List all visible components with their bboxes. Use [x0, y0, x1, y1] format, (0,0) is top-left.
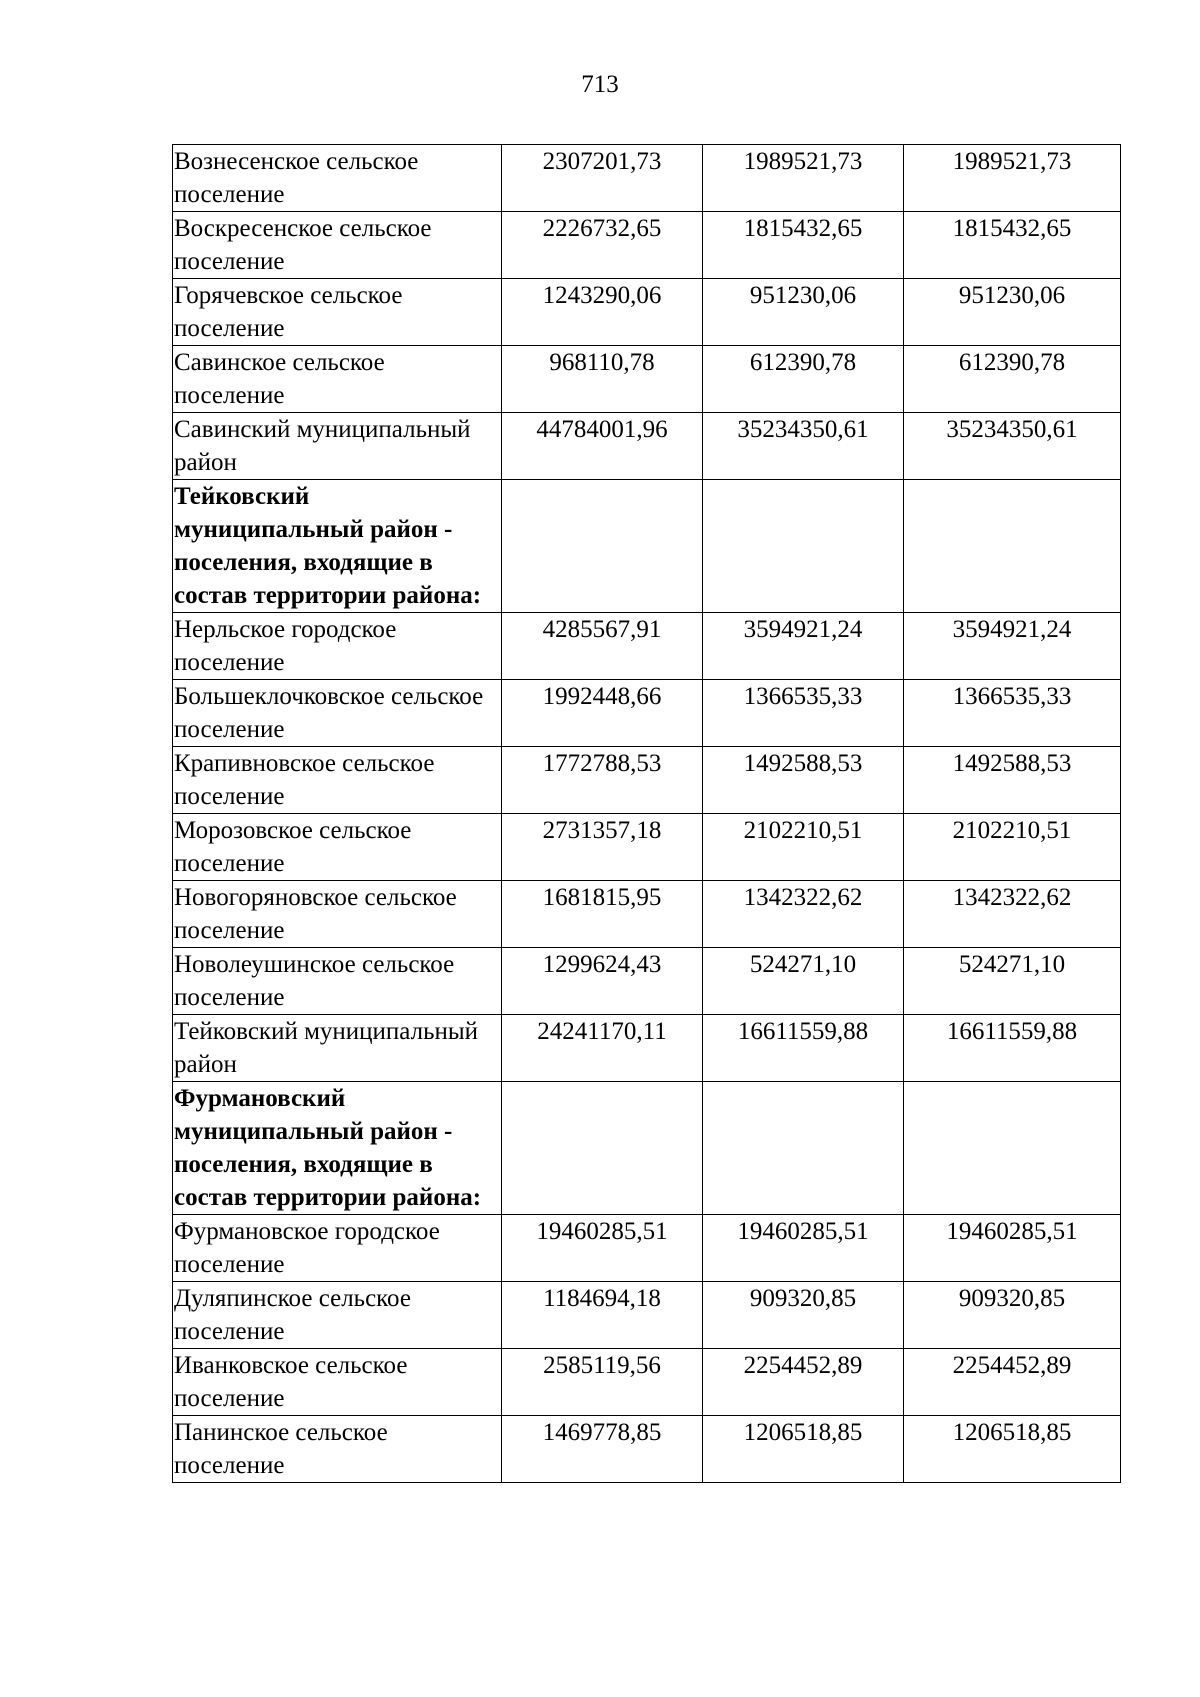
value-cell-3: 1342322,62	[904, 881, 1121, 948]
municipality-name-cell: Нерльское городское поселение	[173, 613, 502, 680]
municipality-name-cell: Новогоряновское сельское поселение	[173, 881, 502, 948]
value-cell-2: 2254452,89	[703, 1349, 904, 1416]
value-cell-3: 1206518,85	[904, 1416, 1121, 1483]
budget-table	[172, 144, 1121, 1483]
value-cell-3: 1492588,53	[904, 747, 1121, 814]
value-cell-1: 1681815,95	[502, 881, 703, 948]
table-row	[173, 1416, 1121, 1483]
municipality-name-cell: Дуляпинское сельское поселение	[173, 1282, 502, 1349]
municipality-name-cell: Новолеушинское сельское поселение	[173, 948, 502, 1015]
table-row	[173, 346, 1121, 413]
value-cell-1: 4285567,91	[502, 613, 703, 680]
value-cell-1: 1772788,53	[502, 747, 703, 814]
value-cell-2: 951230,06	[703, 279, 904, 346]
value-cell-1: 24241170,11	[502, 1015, 703, 1082]
value-cell-2	[703, 1082, 904, 1215]
value-cell-3	[904, 480, 1121, 613]
value-cell-2: 1366535,33	[703, 680, 904, 747]
value-cell-3: 3594921,24	[904, 613, 1121, 680]
value-cell-1: 44784001,96	[502, 413, 703, 480]
value-cell-1: 2307201,73	[502, 145, 703, 212]
value-cell-3: 2102210,51	[904, 814, 1121, 881]
table-row	[173, 1282, 1121, 1349]
value-cell-3	[904, 1082, 1121, 1215]
municipality-name-cell: Воскресенское сельское поселение	[173, 212, 502, 279]
group-name-cell: Фурмановский муниципальный район - поселения, входящие в состав территории района:	[173, 1082, 502, 1215]
municipality-name-cell: Морозовское сельское поселение	[173, 814, 502, 881]
table-body	[173, 145, 1121, 1483]
value-cell-1: 1299624,43	[502, 948, 703, 1015]
value-cell-1	[502, 1082, 703, 1215]
value-cell-1	[502, 480, 703, 613]
table-group-header-row	[173, 480, 1121, 613]
value-cell-3: 951230,06	[904, 279, 1121, 346]
table-row	[173, 1015, 1121, 1082]
municipality-name-cell: Вознесенское сельское поселение	[173, 145, 502, 212]
value-cell-3: 35234350,61	[904, 413, 1121, 480]
table-row	[173, 881, 1121, 948]
value-cell-3: 1815432,65	[904, 212, 1121, 279]
table-row	[173, 413, 1121, 480]
value-cell-2: 35234350,61	[703, 413, 904, 480]
value-cell-2	[703, 480, 904, 613]
value-cell-2: 1989521,73	[703, 145, 904, 212]
table-row	[173, 948, 1121, 1015]
table-row	[173, 279, 1121, 346]
municipality-name-cell: Крапивновское сельское поселение	[173, 747, 502, 814]
value-cell-3: 16611559,88	[904, 1015, 1121, 1082]
value-cell-2: 1342322,62	[703, 881, 904, 948]
value-cell-2: 1815432,65	[703, 212, 904, 279]
value-cell-3: 909320,85	[904, 1282, 1121, 1349]
value-cell-2: 3594921,24	[703, 613, 904, 680]
value-cell-2: 1492588,53	[703, 747, 904, 814]
municipality-name-cell: Фурмановское городское поселение	[173, 1215, 502, 1282]
page-number: 713	[581, 71, 619, 98]
municipality-name-cell: Горячевское сельское поселение	[173, 279, 502, 346]
value-cell-2: 612390,78	[703, 346, 904, 413]
table-group-header-row	[173, 1082, 1121, 1215]
value-cell-1: 2226732,65	[502, 212, 703, 279]
table-row	[173, 212, 1121, 279]
value-cell-2: 909320,85	[703, 1282, 904, 1349]
table-row	[173, 814, 1121, 881]
table-row	[173, 747, 1121, 814]
table-row	[173, 613, 1121, 680]
value-cell-3: 1366535,33	[904, 680, 1121, 747]
table-row	[173, 145, 1121, 212]
municipality-name-cell: Тейковский муниципальный район	[173, 1015, 502, 1082]
value-cell-1: 1243290,06	[502, 279, 703, 346]
value-cell-1: 2731357,18	[502, 814, 703, 881]
municipality-name-cell: Савинское сельское поселение	[173, 346, 502, 413]
value-cell-1: 1184694,18	[502, 1282, 703, 1349]
group-name-cell: Тейковский муниципальный район - поселения, входящие в состав территории района:	[173, 480, 502, 613]
value-cell-3: 524271,10	[904, 948, 1121, 1015]
value-cell-1: 19460285,51	[502, 1215, 703, 1282]
value-cell-1: 2585119,56	[502, 1349, 703, 1416]
value-cell-2: 1206518,85	[703, 1416, 904, 1483]
table-row	[173, 1215, 1121, 1282]
value-cell-3: 612390,78	[904, 346, 1121, 413]
value-cell-1: 1469778,85	[502, 1416, 703, 1483]
table-row	[173, 1349, 1121, 1416]
municipality-name-cell: Большеклочковское сельское поселение	[173, 680, 502, 747]
value-cell-2: 524271,10	[703, 948, 904, 1015]
table-row	[173, 680, 1121, 747]
municipality-name-cell: Панинское сельское поселение	[173, 1416, 502, 1483]
value-cell-1: 1992448,66	[502, 680, 703, 747]
value-cell-2: 2102210,51	[703, 814, 904, 881]
value-cell-3: 2254452,89	[904, 1349, 1121, 1416]
value-cell-1: 968110,78	[502, 346, 703, 413]
municipality-name-cell: Савинский муниципальный район	[173, 413, 502, 480]
value-cell-3: 1989521,73	[904, 145, 1121, 212]
municipality-name-cell: Иванковское сельское поселение	[173, 1349, 502, 1416]
value-cell-2: 19460285,51	[703, 1215, 904, 1282]
value-cell-3: 19460285,51	[904, 1215, 1121, 1282]
value-cell-2: 16611559,88	[703, 1015, 904, 1082]
